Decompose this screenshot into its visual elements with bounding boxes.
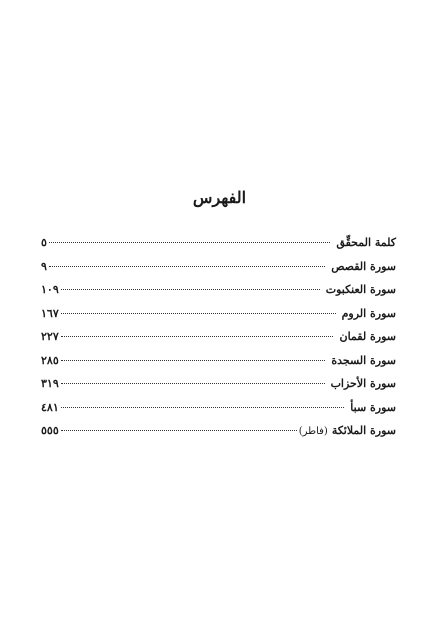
toc-entry-page-number: ٢٢٧ [41,330,59,343]
toc-entry-title: سورة القصص [331,259,396,273]
toc-entry-page-number: ٥٥٥ [41,424,59,437]
toc-entry [0,235,439,259]
dot-leader [61,430,297,431]
toc-entry-page-number: ١٦٧ [41,306,59,320]
toc-entry-page-number: ٢٨٥ [41,353,59,367]
toc-entry [0,306,439,330]
toc-entry-title: سورة العنكبوت [325,283,396,296]
dot-leader [49,242,331,243]
toc-entry-title: سورة السجدة [331,353,396,367]
toc-entry-line [41,423,396,440]
toc-entry [0,400,439,424]
toc-entry-line [41,259,396,275]
toc-entry-page-number: ٣١٩ [41,377,59,390]
toc-entry-line [41,235,396,251]
toc-entry-title: سورة الأحزاب [330,377,396,390]
dot-leader [61,336,334,337]
toc-entry-tag: (فاطر) [298,426,328,437]
dot-leader [61,313,336,314]
toc-entry-page-number: ٩ [41,259,47,273]
toc-entry [0,423,439,447]
toc-entry-title: سورة الملائكة [331,424,396,437]
toc-entry [0,259,439,283]
toc-entry-title: سورة سبأ [350,400,396,414]
toc-entry-title: سورة الروم [341,306,396,320]
dot-leader [61,383,325,384]
toc-entry-line [41,353,396,369]
toc-entry [0,282,439,306]
toc-entry-title: سورة لقمان [339,330,396,343]
dot-leader [61,360,326,361]
toc-entry-page-number: ٤٨١ [41,400,59,414]
toc-entry-title: كلمة المحقِّق [336,236,396,249]
page-title: الفهرس [192,188,247,207]
toc-entry-line [41,400,396,416]
dot-leader [61,407,345,408]
toc-entry-line [41,282,396,298]
toc-entry-line [41,306,396,322]
toc-entry-line [41,376,396,392]
toc-entry [0,353,439,377]
toc-entry [0,376,439,400]
toc-entry [0,329,439,353]
toc-entry-page-number: ١٠٩ [41,283,59,296]
toc-entry-line [41,329,396,345]
dot-leader [61,289,320,290]
table-of-contents [0,235,439,447]
dot-leader [49,266,325,267]
toc-entry-page-number: ٥ [41,236,47,249]
